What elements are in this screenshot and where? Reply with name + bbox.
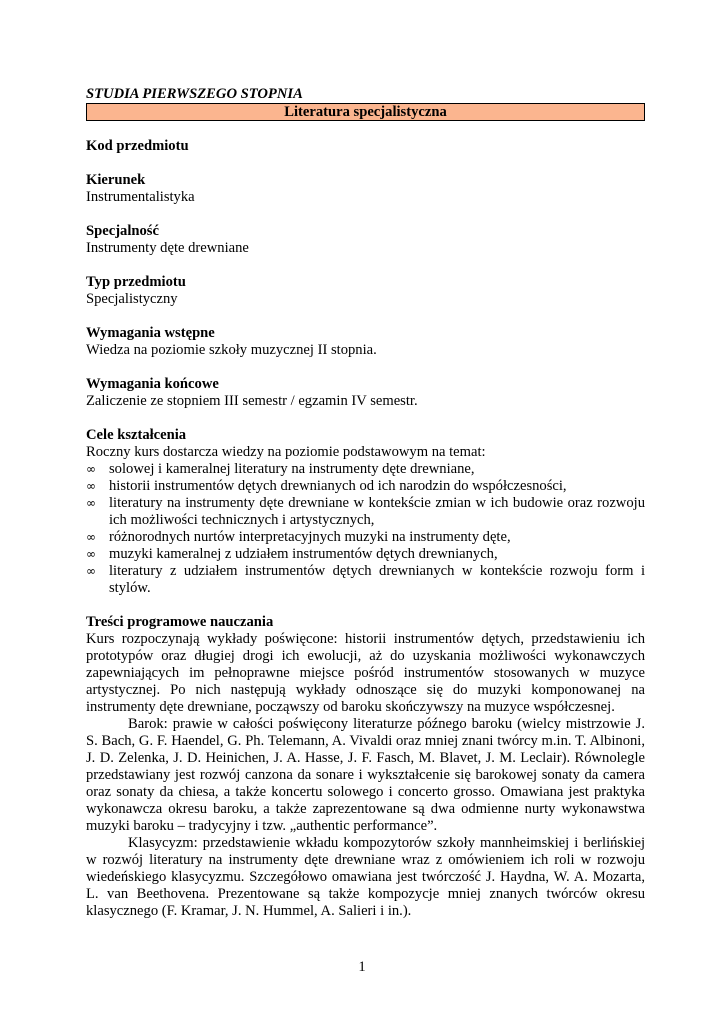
field-label: Wymagania wstępne (86, 325, 215, 341)
study-level-title: STUDIA PIERWSZEGO STOPNIA (86, 86, 303, 102)
field-prerequisites (86, 325, 645, 359)
field-value: Instrumentalistyka (86, 189, 195, 205)
field-specialty (86, 223, 645, 257)
list-item: ∞ literatury z udziałem instrumentów dętych drewnianych w kontekście rozwoju form i stylów. (86, 563, 645, 596)
field-label: Kierunek (86, 172, 146, 188)
infinity-bullet-icon: ∞ (86, 530, 96, 544)
content-paragraph-intro: Kurs rozpoczynają wykłady poświęcone: historii instrumentów dętych, przedstawieniu ich prototypów oraz długiej drogi ich ewolucji, aż do uzyskania możliwości wykonawczych zapewniających im pełnoprawne miejsce pośród instrumentów stosowanych w muzyce artystycznej. Po nich następują wykłady odnoszące się do muzyki komponowanej na instrumenty dęte drewniane, począwszy od baroku skończywszy na muzyce współczesnej. (86, 631, 645, 715)
field-value: Specjalistyczny (86, 291, 178, 307)
goals-heading: Cele kształcenia (86, 427, 187, 443)
list-item: ∞ różnorodnych nurtów interpretacyjnych muzyki na instrumenty dęte, (86, 529, 511, 545)
content-paragraph-baroque: Barok: prawie w całości poświęcony literaturze późnego baroku (wielcy mistrzowie J. S. Bach, G. F. Haendel, G. Ph. Telemann, A. Vivaldi oraz mniej znani twórcy m.in. T. Albinoni, J. D. Zelenka, J. D. Heinichen, J. A. Hasse, J. F. Fasch, M. Blavet, J. M. Leclair). Równolegle przedstawiany jest rozwój canzona da sonare i wykształcenie się barokowej sonaty da camera oraz sonaty da chiesa, a także koncertu solowego i concerto grosso. Omawiana jest praktyka wykonawcza okresu baroku, a także zaprezentowane są dwa odmienne nurty wykonawstwa muzyki baroku – tradycyjny i tzw. „authentic performance”. (86, 716, 645, 834)
field-value: Wiedza na poziomie szkoły muzycznej II stopnia. (86, 342, 377, 358)
field-label: Typ przedmiotu (86, 274, 186, 290)
infinity-bullet-icon: ∞ (86, 547, 96, 561)
field-value: Instrumenty dęte drewniane (86, 240, 249, 256)
content-section (86, 614, 645, 920)
infinity-bullet-icon: ∞ (86, 479, 96, 493)
goals-intro: Roczny kurs dostarcza wiedzy na poziomie podstawowym na temat: (86, 444, 486, 460)
infinity-bullet-icon: ∞ (86, 462, 96, 476)
field-value: Zaliczenie ze stopniem III semestr / egzamin IV semestr. (86, 393, 418, 409)
content-heading: Treści programowe nauczania (86, 614, 274, 630)
page-number: 1 (358, 959, 366, 975)
list-item: ∞ solowej i kameralnej literatury na instrumenty dęte drewniane, (86, 461, 475, 477)
field-final-requirements (86, 376, 645, 410)
goals-section (86, 427, 645, 597)
infinity-bullet-icon: ∞ (86, 496, 96, 510)
goals-list (86, 461, 645, 597)
field-course-code (86, 138, 645, 155)
document-page (86, 86, 645, 920)
field-label: Kod przedmiotu (86, 138, 189, 154)
field-direction (86, 172, 645, 206)
content-paragraph-classicism: Klasycyzm: przedstawienie wkładu kompozytorów szkoły mannheimskiej i berlińskiej w rozwój literatury na instrumenty dęte drewniane wraz z omówieniem ich roli w rozwoju wiedeńskiego klasycyzmu. Szczegółowo omawiana jest twórczość J. Haydna, W. A. Mozarta, L. van Beethovena. Prezentowane są także kompozycje mniej znanych twórców okresu klasycznego (F. Kramar, J. N. Hummel, A. Salieri i in.). (86, 835, 645, 919)
field-course-type (86, 274, 645, 308)
field-label: Wymagania końcowe (86, 376, 219, 392)
list-item: ∞ literatury na instrumenty dęte drewniane w kontekście zmian w ich budowie oraz rozwoju ich możliwości technicznych i artystycznych, (86, 495, 645, 528)
list-item: ∞ muzyki kameralnej z udziałem instrumentów dętych drewnianych, (86, 546, 498, 562)
list-item: ∞ historii instrumentów dętych drewnianych od ich narodzin do współczesności, (86, 478, 567, 494)
infinity-bullet-icon: ∞ (86, 564, 96, 578)
course-title-banner: Literatura specjalistyczna (86, 103, 645, 121)
field-label: Specjalność (86, 223, 159, 239)
